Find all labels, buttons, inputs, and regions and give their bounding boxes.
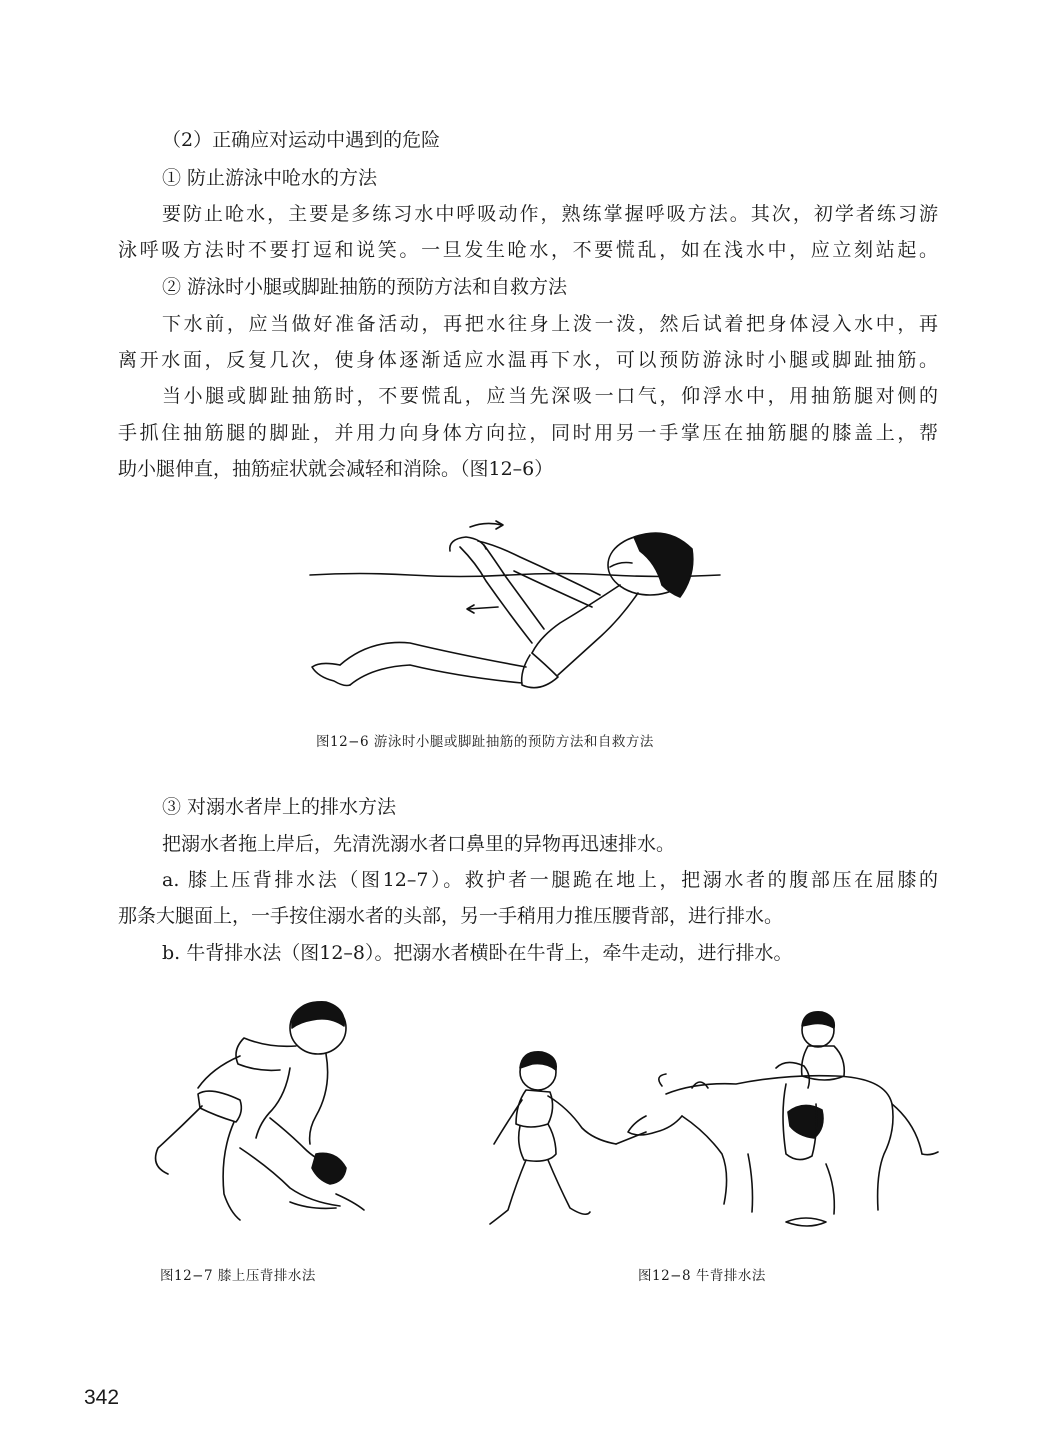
figure-12-7-caption: 图12−7 膝上压背排水法 xyxy=(160,1268,316,1284)
figure-12-8-caption: 图12−8 牛背排水法 xyxy=(638,1268,766,1284)
item3-intro: 把溺水者拖上岸后，先清洗溺水者口鼻里的异物再迅速排水。 xyxy=(162,833,676,855)
section-heading: （2）正确应对运动中遇到的危险 xyxy=(162,129,441,151)
figure-12-6-illustration xyxy=(300,515,720,705)
item3-title: ③ 对溺水者岸上的排水方法 xyxy=(162,796,397,818)
item2-title: ② 游泳时小腿或脚趾抽筋的预防方法和自救方法 xyxy=(162,276,568,298)
figure-12-6-caption: 图12−6 游泳时小腿或脚趾抽筋的预防方法和自救方法 xyxy=(316,734,654,750)
figure-12-8-illustration xyxy=(486,1004,946,1234)
method-b-line1: b. 牛背排水法（图12–8）。把溺水者横卧在牛背上，牵牛走动，进行排水。 xyxy=(162,942,793,964)
page-number: 342 xyxy=(84,1386,120,1409)
item2-para1-line1: 下水前，应当做好准备活动，再把水往身上泼一泼，然后试着把身体浸入水中，再 xyxy=(162,313,938,335)
item1-paragraph-line1: 要防止呛水，主要是多练习水中呼吸动作，熟练掌握呼吸方法。其次，初学者练习游 xyxy=(162,203,938,225)
item2-para2-line2: 手抓住抽筋腿的脚趾，并用力向身体方向拉，同时用另一手掌压在抽筋腿的膝盖上，帮 xyxy=(118,422,938,444)
item2-para2-line1: 当小腿或脚趾抽筋时，不要慌乱，应当先深吸一口气，仰浮水中，用抽筋腿对侧的 xyxy=(162,385,938,407)
method-a-line1: a. 膝上压背排水法（图12–7）。救护者一腿跪在地上，把溺水者的腹部压在屈膝的 xyxy=(162,869,938,891)
item2-para2-line3: 助小腿伸直，抽筋症状就会减轻和消除。（图12–6） xyxy=(118,458,554,480)
item1-paragraph-line2: 泳呼吸方法时不要打逗和说笑。一旦发生呛水，不要慌乱，如在浅水中，应立刻站起。 xyxy=(118,239,938,261)
item2-para1-line2: 离开水面，反复几次，使身体逐渐适应水温再下水，可以预防游泳时小腿或脚趾抽筋。 xyxy=(118,349,938,371)
method-a-line2: 那条大腿面上，一手按住溺水者的头部，另一手稍用力推压腰背部，进行排水。 xyxy=(118,905,784,927)
figure-12-7-illustration xyxy=(140,998,380,1233)
hair xyxy=(634,533,693,597)
item1-title: ① 防止游泳中呛水的方法 xyxy=(162,167,378,189)
